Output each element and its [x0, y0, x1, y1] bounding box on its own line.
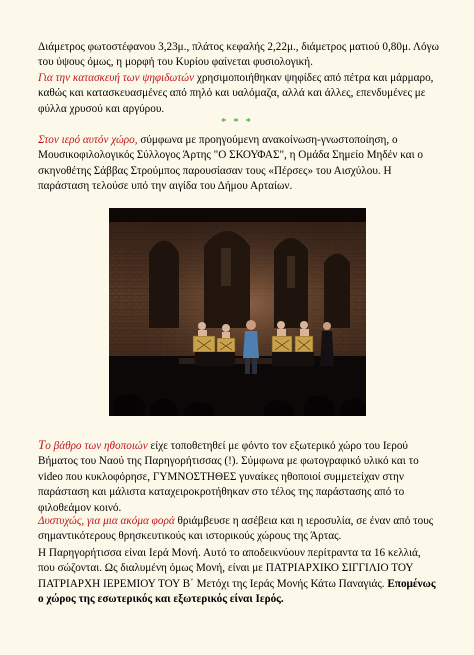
paragraph-monastery — [38, 546, 440, 608]
impiety-lead: Δυστυχώς, για μια ακόμα φορά — [38, 515, 175, 527]
actors-stage-text: είχε τοποθετηθεί με φόντο τον εξωτερικό χώρο του Ιερού Βήματος του Ναού της Παρηγορήτισσας (!). Σύμφωνα με φωτογραφικό υλικό και το video που κυκλοφόρησε, ΓΥΜΝΟΣΤΗΘΕΣ γυναίκες ηθοποιοί συμμετείχαν στην παράσταση και μάλιστα καταχειροκροτήθηκαν στο τέλος της παράστασης από το φιλοθεάμον κοινό. — [38, 440, 419, 514]
paragraph-performance — [38, 133, 440, 195]
paragraph-impiety — [38, 514, 440, 545]
paragraph-mosaic-construction — [38, 71, 440, 117]
impiety-text: θριάμβευσε η ασέβεια και η ιεροσυλία, σε έναν από τους σημαντικότερους θρησκευτικούς και ιστορικούς χώρους της Άρτας. — [38, 515, 434, 543]
performance-photo — [109, 208, 366, 416]
actors-stage-lead: ο βάθρο των ηθοποιών — [45, 440, 148, 452]
paragraph-actors-stage — [38, 437, 440, 516]
mosaic-construction-text: χρησιμοποιήθηκαν ψηφίδες από πέτρα και μάρμαρο, καθώς και κατασκευασμένες από πηλό και υαλόμαζα, αλλά και άλλες, επενδυμένες με φύλλα χρυσού και αργύρου. — [38, 72, 434, 115]
monastery-conclusion: Επομένως ο χώρος της εσωτερικός και εξωτερικός είναι Ιερός. — [38, 577, 436, 606]
performance-lead: Στον ιερό αυτόν χώρο, — [38, 134, 138, 146]
paragraph-dimensions-text: Διάμετρος φωτοστέφανου 3,23μ., πλάτος κεφαλής 2,22μ., διάμετρος ματιού 0,80μ. Λόγω του ύψους όμως, η μορφή του Κυρίου φαίνεται φυσιολογική. — [38, 41, 439, 69]
mosaic-construction-lead: Για την κατασκευή των ψηφιδωτών — [38, 72, 195, 84]
section-separator: * * * — [221, 116, 253, 128]
performance-photo-illustration — [109, 208, 366, 416]
monastery-text: Η Παρηγορήτισσα είναι Ιερά Μονή. Αυτό το αποδεικνύουν περίτραντα τα 16 κελλιά, που σώζονται. Ως διαλυμένη όμως Μονή, είναι με ΠΑΤΡΙΑΡΧΙΚΟ ΣΙΓΓΙΛΙΟ ΤΟΥ ΠΑΤΡΙΑΡΧΗ ΙΕΡΕΜΙΟΥ ΤΟΥ Β΄ Μετόχι της Ιεράς Μονής Κάτω Παναγιάς. — [38, 547, 421, 590]
paragraph-dimensions — [38, 40, 440, 71]
performance-text: σύμφωνα με προηγούμενη ανακοίνωση-γνωστοποίηση, ο Μουσικοφιλολογικός Σύλλογος Άρτης "Ο ΣΚΟΥΦΑΣ", η Ομάδα Σημείο Μηδέν και ο σκηνοθέτης Σάββας Στρούμπος παρουσίασαν τους «Πέρσες» του Αισχύλου. Η παράσταση τελούσε υπό την αιγίδα του Δήμου Αρταίων. — [38, 134, 424, 193]
actors-stage-lead-cap: Τ — [38, 437, 46, 452]
